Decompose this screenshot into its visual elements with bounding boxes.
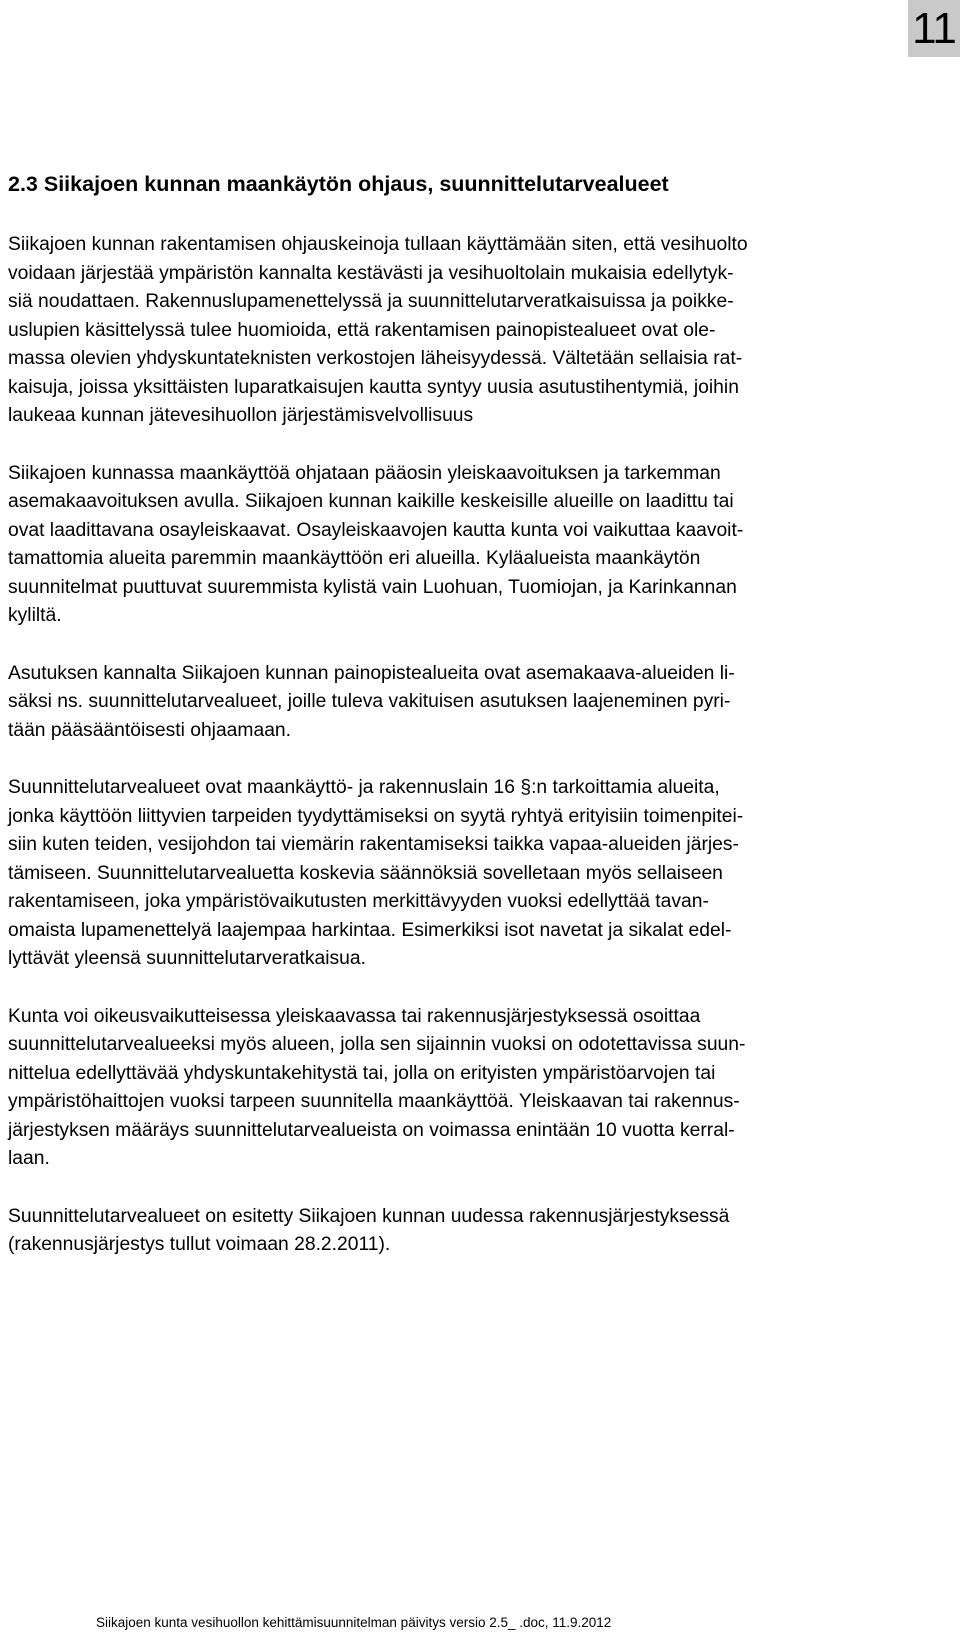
text-line: suunnittelutarvealueeksi myös alueen, jolla sen sijainnin vuoksi on odotettavissa suun-: [8, 1034, 746, 1055]
page-footer: Siikajoen kunta vesihuollon kehittämisuunnitelman päivitys versio 2.5_ .doc, 11.9.2012: [96, 1615, 612, 1630]
text-line: ympäristöhaittojen vuoksi tarpeen suunnitella maankäyttöä. Yleiskaavan tai rakennus-: [8, 1091, 740, 1112]
text-line: järjestyksen määräys suunnittelutarvealueista on voimassa enintään 10 vuotta kerral-: [8, 1119, 735, 1141]
paragraph-1: [8, 231, 948, 431]
text-line: tään pääsääntöisesti ohjaamaan.: [8, 719, 291, 741]
paragraph-3: [8, 660, 948, 746]
paragraph-2: [8, 460, 948, 631]
text-line: asemakaavoituksen avulla. Siikajoen kunnan kaikille keskeisille alueille on laadittu tai: [8, 491, 734, 512]
paragraph-5: [8, 1003, 948, 1174]
text-line: (rakennusjärjestys tullut voimaan 28.2.2011).: [8, 1234, 391, 1255]
text-line: lyttävät yleensä suunnittelutarveratkaisua.: [8, 948, 366, 969]
text-line: Asutuksen kannalta Siikajoen kunnan painopistealueita ovat asemakaava-alueiden li-: [8, 662, 735, 684]
text-line: voidaan järjestää ympäristön kannalta kestävästi ja vesihuoltolain mukaisia edellytyk-: [8, 262, 734, 284]
text-line: kyliltä.: [8, 605, 62, 626]
paragraph-4: [8, 774, 948, 974]
text-line: massa olevien yhdyskuntateknisten verkostojen läheisyydessä. Vältetään sellaisia rat-: [8, 348, 743, 369]
text-line: jonka käyttöön liittyvien tarpeiden tyydyttämiseksi on syytä ryhtyä erityisiin toimenpitei-: [8, 805, 744, 827]
text-line: rakentamiseen, joka ympäristövaikutusten merkittävyyden vuoksi edellyttää tavan-: [8, 891, 709, 912]
text-line: Suunnittelutarvealueet on esitetty Siikajoen kunnan uudessa rakennusjärjestyksessä: [8, 1205, 730, 1227]
text-line: siä noudattaen. Rakennuslupamenettelyssä ja suunnittelutarveratkaisuissa ja poikke-: [8, 291, 734, 312]
text-line: omaista lupamenettelyä laajempaa harkintaa. Esimerkiksi isot navetat ja sikalat edel-: [8, 919, 732, 941]
text-line: Suunnittelutarvealueet ovat maankäyttö- ja rakennuslain 16 §:n tarkoittamia alueita,: [8, 777, 720, 798]
text-line: Siikajoen kunnan rakentamisen ohjauskeinoja tullaan käyttämään siten, että vesihuolto: [8, 234, 748, 255]
text-line: tamattomia alueita paremmin maankäyttöön eri alueilla. Kyläalueista maankäytön: [8, 548, 701, 569]
text-line: Siikajoen kunnassa maankäyttöä ohjataan pääosin yleiskaavoituksen ja tarkemman: [8, 462, 721, 484]
page-number: 11: [908, 0, 960, 57]
document-body: [8, 231, 948, 1289]
text-line: Kunta voi oikeusvaikutteisessa yleiskaavassa tai rakennusjärjestyksessä osoittaa: [8, 1005, 701, 1027]
text-line: kaisuja, joissa yksittäisten luparatkaisujen kautta syntyy uusia asutustihentymiä, joihin: [8, 376, 739, 398]
text-line: siin kuten teiden, vesijohdon tai viemärin rakentamiseksi taikka vapaa-alueiden järjes-: [8, 834, 739, 855]
text-line: ovat laadittavana osayleiskaavat. Osayleiskaavojen kautta kunta voi vaikuttaa kaavoit-: [8, 519, 744, 541]
text-line: uslupien käsittelyssä tulee huomioida, että rakentamisen painopistealueet ovat ole-: [8, 319, 716, 341]
paragraph-6: [8, 1203, 948, 1260]
text-line: tämiseen. Suunnittelutarvealuetta koskevia säännöksiä sovelletaan myös sellaiseen: [8, 862, 723, 884]
text-line: laukeaa kunnan jätevesihuollon järjestämisvelvollisuus: [8, 405, 474, 426]
text-line: suunnitelmat puuttuvat suuremmista kylistä vain Luohuan, Tuomiojan, ja Karinkannan: [8, 576, 737, 598]
section-heading: 2.3 Siikajoen kunnan maankäytön ohjaus, suunnittelutarvealueet: [8, 172, 669, 196]
text-line: säksi ns. suunnittelutarvealueet, joille tuleva vakituisen asutuksen laajeneminen pyri-: [8, 691, 731, 712]
text-line: nittelua edellyttävää yhdyskuntakehitystä tai, jolla on erityisten ympäristöarvojen tai: [8, 1062, 716, 1084]
text-line: laan.: [8, 1148, 50, 1169]
